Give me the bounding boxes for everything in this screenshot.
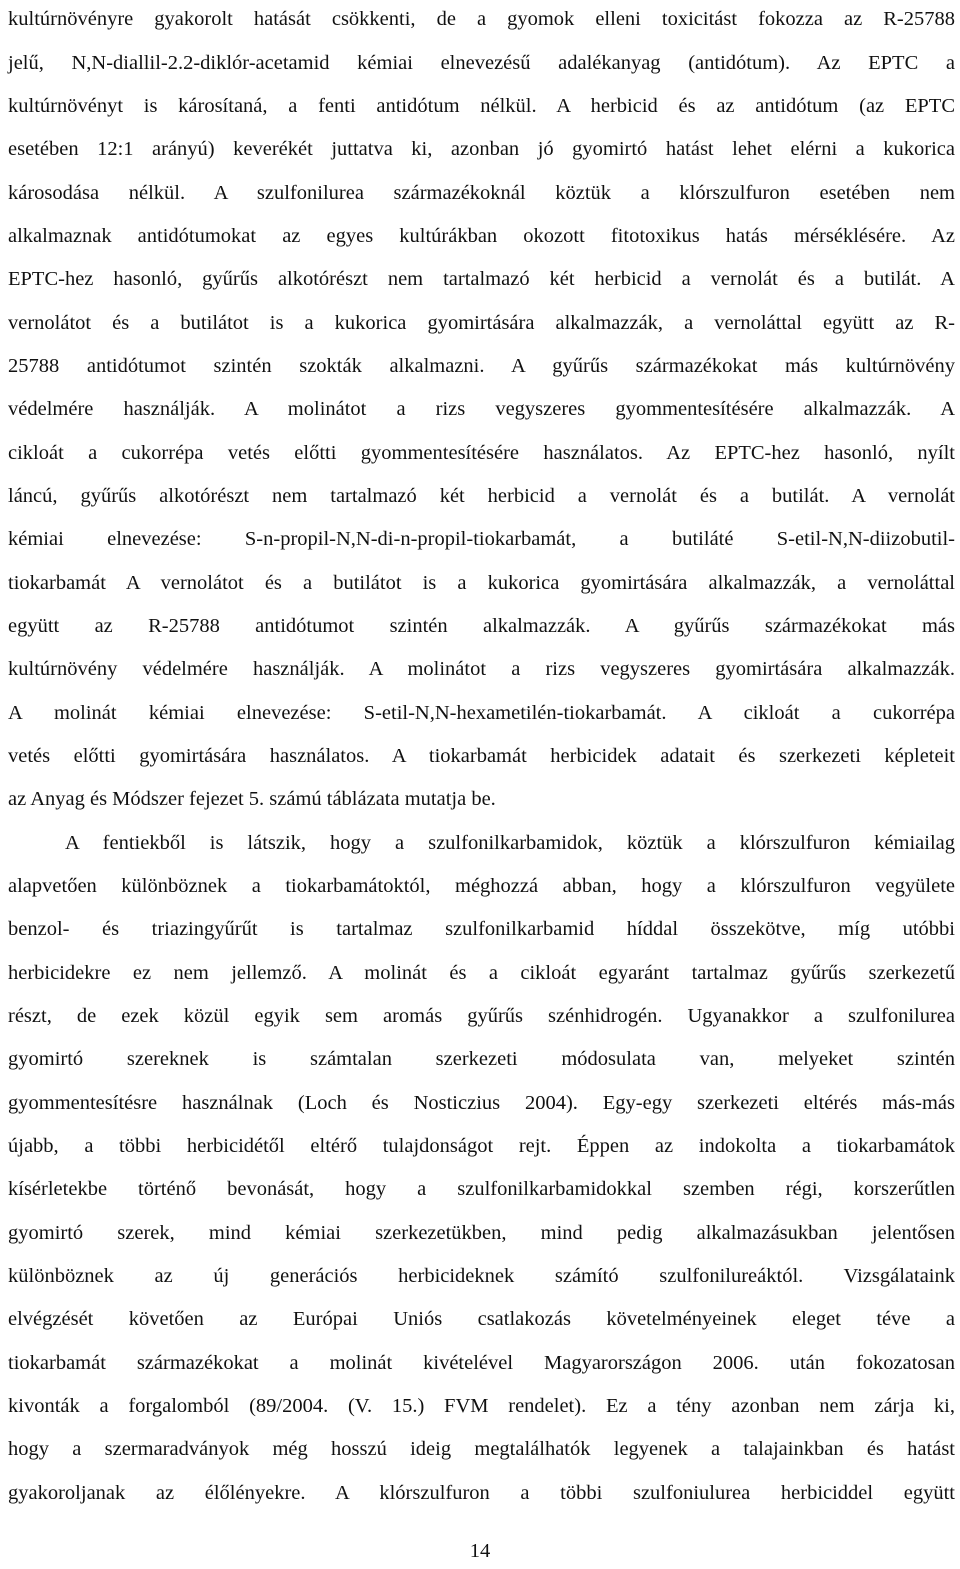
text-line: kultúrnövényt is károsítaná, a fenti antidótum nélkül. A herbicid és az antidótum (az EPTC <box>8 95 955 117</box>
text-line: együtt az R-25788 antidótumot szintén alkalmazzák. A gyűrűs származékokat más <box>8 615 955 637</box>
text-line: vernolátot és a butilátot is a kukorica gyomirtására alkalmazzák, a vernoláttal együtt az R- <box>8 312 955 334</box>
text-line: tiokarbamát A vernolátot és a butilátot is a kukorica gyomirtására alkalmazzák, a vernoláttal <box>8 572 955 594</box>
text-line: esetében 12:1 arányú) keverékét juttatva ki, azonban jó gyomirtó hatást lehet elérni a kukorica <box>8 138 955 160</box>
text-line: újabb, a többi herbicidétől eltérő tulajdonságot rejt. Éppen az indokolta a tiokarbamátok <box>8 1135 955 1157</box>
text-line: részt, de ezek közül egyik sem aromás gyűrűs szénhidrogén. Ugyanakkor a szulfonilurea <box>8 1005 955 1027</box>
text-line: jelű, N,N-diallil-2.2-diklór-acetamid kémiai elnevezésű adalékanyag (antidótum). Az EPTC a <box>8 52 955 74</box>
text-line: 25788 antidótumot szintén szokták alkalmazni. A gyűrűs származékokat más kultúrnövény <box>8 355 955 377</box>
text-line: gyommentesítésre használnak (Loch és Nosticzius 2004). Egy-egy szerkezeti eltérés más-más <box>8 1092 955 1114</box>
text-line: kémiai elnevezése: S-n-propil-N,N-di-n-propil-tiokarbamát, a butiláté S-etil-N,N-diizobutil- <box>8 528 955 550</box>
text-line: tiokarbamát származékokat a molinát kivételével Magyarországon 2006. után fokozatosan <box>8 1352 955 1374</box>
text-line: herbicidekre ez nem jellemző. A molinát és a cikloát egyaránt tartalmaz gyűrűs szerkezetű <box>8 962 955 984</box>
text-line: EPTC-hez hasonló, gyűrűs alkotórészt nem tartalmazó két herbicid a vernolát és a butilát. A <box>8 268 955 290</box>
text-line: gyomirtó szereknek is számtalan szerkezeti módosulata van, melyeket szintén <box>8 1048 955 1070</box>
text-line: benzol- és triazingyűrűt is tartalmaz szulfonilkarbamid híddal összekötve, míg utóbbi <box>8 918 955 940</box>
text-line: kultúrnövényre gyakorolt hatását csökkenti, de a gyomok elleni toxicitást fokozza az R-25788 <box>8 8 955 30</box>
text-line: gyakoroljanak az élőlényekre. A klórszulfuron a többi szulfoniulurea herbiciddel együtt <box>8 1482 955 1504</box>
text-line: kísérletekbe történő bevonását, hogy a szulfonilkarbamidokkal szemben régi, korszerűtlen <box>8 1178 955 1200</box>
page-number: 14 <box>469 1540 491 1562</box>
text-line: gyomirtó szerek, mind kémiai szerkezetükben, mind pedig alkalmazásukban jelentősen <box>8 1222 955 1244</box>
text-line: az Anyag és Módszer fejezet 5. számú táblázata mutatja be. <box>8 788 496 810</box>
text-line: láncú, gyűrűs alkotórészt nem tartalmazó két herbicid a vernolát és a butilát. A vernolát <box>8 485 955 507</box>
text-line: kultúrnövény védelmére használják. A molinátot a rizs vegyszeres gyomirtására alkalmazzák. <box>8 658 955 680</box>
text-line: védelmére használják. A molinátot a rizs vegyszeres gyommentesítésére alkalmazzák. A <box>8 398 955 420</box>
text-line: alapvetően különböznek a tiokarbamátoktól, méghozzá abban, hogy a klórszulfuron vegyülete <box>8 875 955 897</box>
text-line: elvégzését követően az Európai Uniós csatlakozás követelményeinek eleget téve a <box>8 1308 955 1330</box>
text-line: különböznek az új generációs herbicideknek számító szulfonilureáktól. Vizsgálataink <box>8 1265 955 1287</box>
text-line: A molinát kémiai elnevezése: S-etil-N,N-hexametilén-tiokarbamát. A cikloát a cukorrépa <box>8 702 955 724</box>
text-line: cikloát a cukorrépa vetés előtti gyommentesítésére használatos. Az EPTC-hez hasonló, nyílt <box>8 442 955 464</box>
text-line: A fentiekből is látszik, hogy a szulfonilkarbamidok, köztük a klórszulfuron kémiailag <box>65 832 955 854</box>
text-line: kivonták a forgalomból (89/2004. (V. 15.) FVM rendelet). Ez a tény azonban nem zárja ki, <box>8 1395 955 1417</box>
text-line: alkalmaznak antidótumokat az egyes kultúrákban okozott fitotoxikus hatás mérséklésére. Az <box>8 225 955 247</box>
text-line: hogy a szermaradványok még hosszú ideig megtalálhatók legyenek a talajainkban és hatást <box>8 1438 955 1460</box>
text-line: károsodása nélkül. A szulfonilurea származékoknál köztük a klórszulfuron esetében nem <box>8 182 955 204</box>
text-line: vetés előtti gyomirtására használatos. A tiokarbamát herbicidek adatait és szerkezeti képleteit <box>8 745 955 767</box>
